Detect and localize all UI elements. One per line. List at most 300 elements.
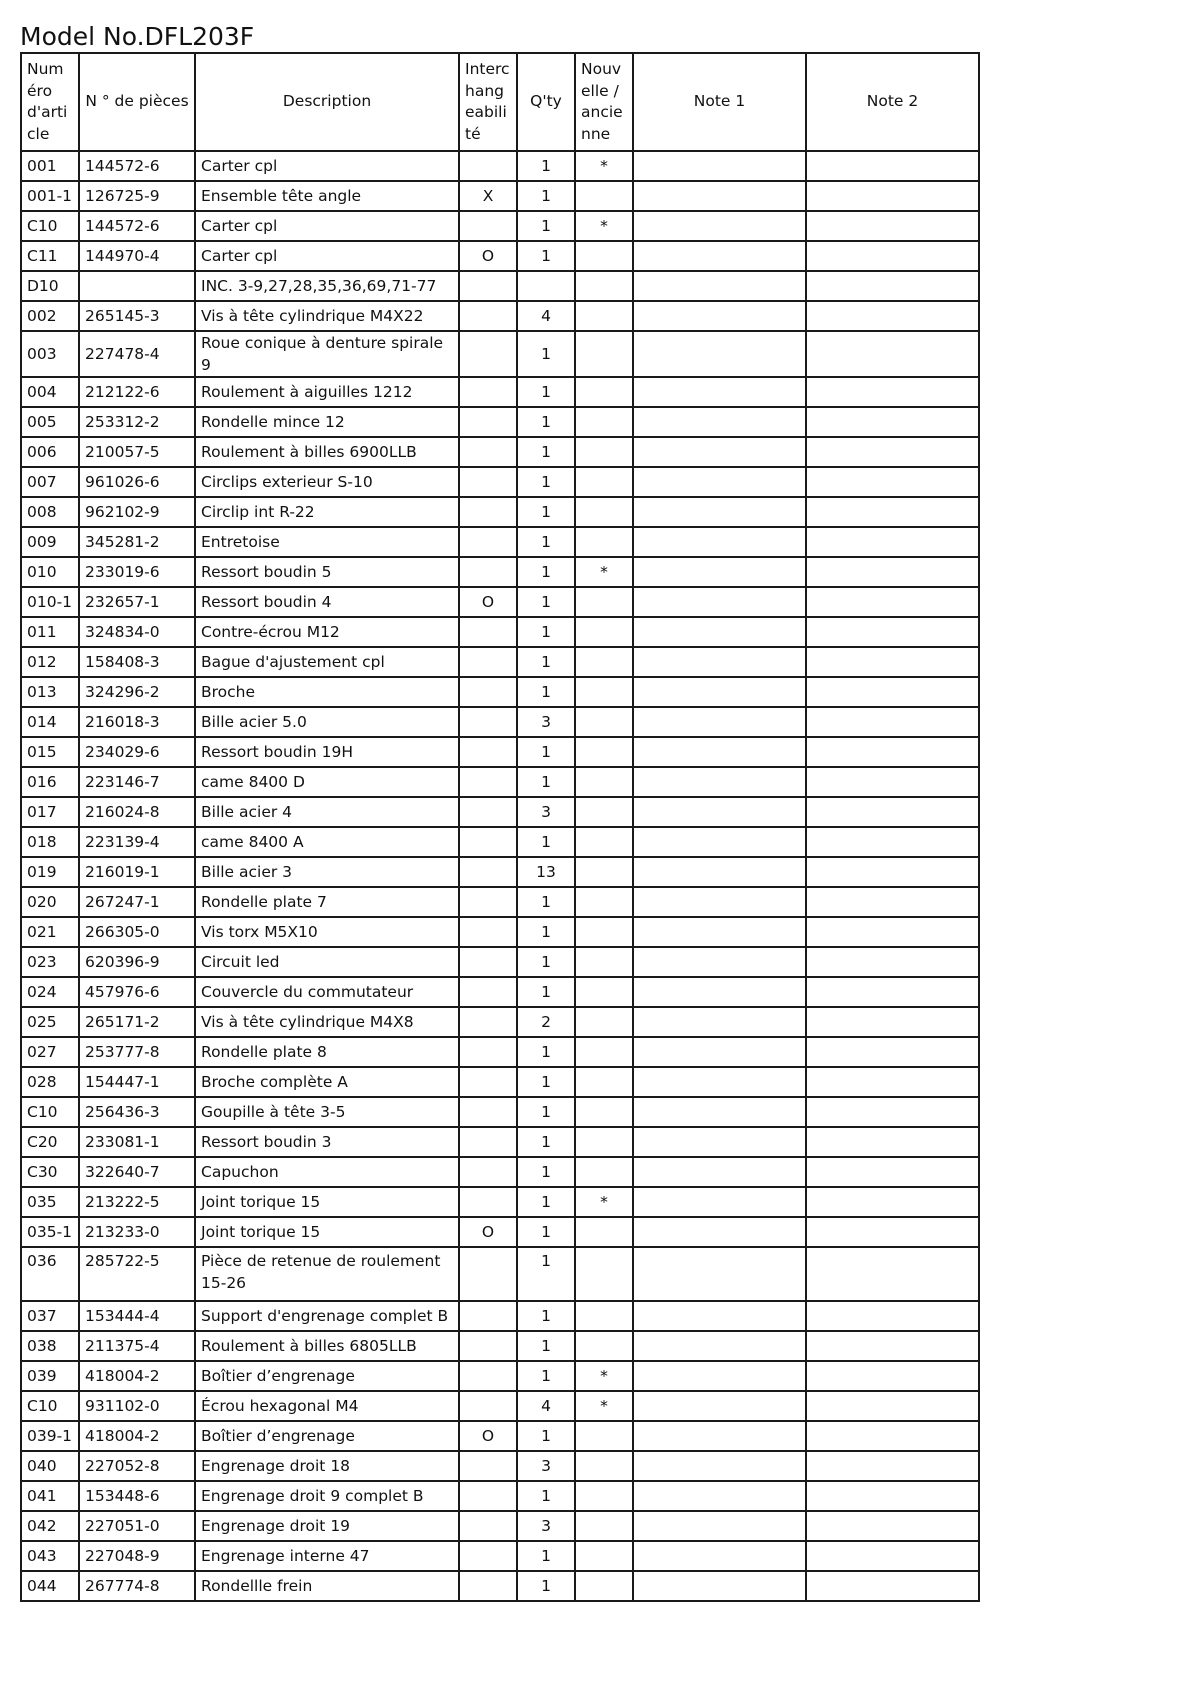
quantity-cell: 1 <box>517 887 575 917</box>
note-1-cell <box>633 707 806 737</box>
note-1-cell <box>633 497 806 527</box>
item-number-cell: 040 <box>21 1451 79 1481</box>
table-row <box>21 1361 979 1391</box>
item-number-cell: 028 <box>21 1067 79 1097</box>
table-row <box>21 587 979 617</box>
interchangeability-cell <box>459 1007 517 1037</box>
interchangeability-cell <box>459 977 517 1007</box>
part-number-cell: 144572-6 <box>79 211 195 241</box>
item-number-cell: 037 <box>21 1301 79 1331</box>
note-2-cell <box>806 1217 979 1247</box>
note-2-cell <box>806 1037 979 1067</box>
interchangeability-cell <box>459 677 517 707</box>
part-number-cell: 620396-9 <box>79 947 195 977</box>
table-row <box>21 1157 979 1187</box>
part-number-cell: 144572-6 <box>79 151 195 181</box>
note-1-cell <box>633 737 806 767</box>
new-old-cell <box>575 707 633 737</box>
item-number-cell: 027 <box>21 1037 79 1067</box>
new-old-cell <box>575 1451 633 1481</box>
note-2-cell <box>806 527 979 557</box>
description-cell: Ensemble tête angle <box>195 181 459 211</box>
note-1-cell <box>633 617 806 647</box>
new-old-cell: * <box>575 557 633 587</box>
table-row <box>21 1541 979 1571</box>
quantity-cell: 1 <box>517 181 575 211</box>
new-old-cell <box>575 1007 633 1037</box>
note-1-cell <box>633 1217 806 1247</box>
table-row <box>21 797 979 827</box>
description-cell: Contre-écrou M12 <box>195 617 459 647</box>
item-number-cell: 015 <box>21 737 79 767</box>
quantity-cell: 1 <box>517 377 575 407</box>
part-number-cell: 227051-0 <box>79 1511 195 1541</box>
new-old-cell <box>575 1511 633 1541</box>
table-row <box>21 557 979 587</box>
part-number-cell: 223146-7 <box>79 767 195 797</box>
item-number-cell: 007 <box>21 467 79 497</box>
table-row <box>21 1187 979 1217</box>
note-2-cell <box>806 241 979 271</box>
new-old-cell <box>575 857 633 887</box>
interchangeability-cell <box>459 497 517 527</box>
item-number-cell: 004 <box>21 377 79 407</box>
note-2-cell <box>806 1451 979 1481</box>
interchangeability-cell <box>459 647 517 677</box>
item-number-cell: 038 <box>21 1331 79 1361</box>
new-old-cell <box>575 241 633 271</box>
part-number-cell: 233081-1 <box>79 1127 195 1157</box>
item-number-cell: 025 <box>21 1007 79 1037</box>
item-number-cell: 005 <box>21 407 79 437</box>
note-1-cell <box>633 331 806 377</box>
quantity-cell: 1 <box>517 331 575 377</box>
interchangeability-cell <box>459 707 517 737</box>
item-number-cell: 017 <box>21 797 79 827</box>
description-cell: Joint torique 15 <box>195 1187 459 1217</box>
note-1-cell <box>633 1391 806 1421</box>
item-number-cell: 039 <box>21 1361 79 1391</box>
description-cell: Engrenage droit 9 complet B <box>195 1481 459 1511</box>
item-number-cell: 039-1 <box>21 1421 79 1451</box>
new-old-cell <box>575 647 633 677</box>
table-row <box>21 151 979 181</box>
new-old-cell <box>575 1037 633 1067</box>
note-2-cell <box>806 857 979 887</box>
description-cell: Rondelle mince 12 <box>195 407 459 437</box>
item-number-cell: 019 <box>21 857 79 887</box>
table-row <box>21 1481 979 1511</box>
description-cell: Broche <box>195 677 459 707</box>
note-1-cell <box>633 1037 806 1067</box>
quantity-cell: 1 <box>517 917 575 947</box>
note-1-cell <box>633 1067 806 1097</box>
item-number-cell: 012 <box>21 647 79 677</box>
interchangeability-cell <box>459 1391 517 1421</box>
interchangeability-cell <box>459 917 517 947</box>
quantity-cell: 1 <box>517 527 575 557</box>
note-1-cell <box>633 527 806 557</box>
table-row <box>21 497 979 527</box>
new-old-cell <box>575 437 633 467</box>
note-2-cell <box>806 887 979 917</box>
interchangeability-cell <box>459 1127 517 1157</box>
note-1-cell <box>633 1451 806 1481</box>
note-2-cell <box>806 647 979 677</box>
note-1-cell <box>633 977 806 1007</box>
new-old-cell <box>575 1331 633 1361</box>
note-1-cell <box>633 1571 806 1601</box>
note-2-cell <box>806 1007 979 1037</box>
quantity-cell: 1 <box>517 1541 575 1571</box>
item-number-cell: 013 <box>21 677 79 707</box>
description-cell: Couvercle du commutateur <box>195 977 459 1007</box>
description-cell: Joint torique 15 <box>195 1217 459 1247</box>
table-row <box>21 467 979 497</box>
interchangeability-cell <box>459 617 517 647</box>
interchangeability-cell <box>459 1541 517 1571</box>
part-number-cell: 232657-1 <box>79 587 195 617</box>
table-row <box>21 1067 979 1097</box>
part-number-cell: 457976-6 <box>79 977 195 1007</box>
table-row <box>21 1217 979 1247</box>
header-description: Description <box>195 53 459 151</box>
note-2-cell <box>806 827 979 857</box>
item-number-cell: 041 <box>21 1481 79 1511</box>
part-number-cell: 234029-6 <box>79 737 195 767</box>
note-2-cell <box>806 707 979 737</box>
table-row <box>21 1301 979 1331</box>
interchangeability-cell <box>459 857 517 887</box>
interchangeability-cell <box>459 301 517 331</box>
note-1-cell <box>633 181 806 211</box>
interchangeability-cell <box>459 271 517 301</box>
interchangeability-cell: X <box>459 181 517 211</box>
item-number-cell: 011 <box>21 617 79 647</box>
interchangeability-cell <box>459 1157 517 1187</box>
note-1-cell <box>633 1097 806 1127</box>
new-old-cell <box>575 407 633 437</box>
description-cell: Boîtier d’engrenage <box>195 1361 459 1391</box>
table-row <box>21 1451 979 1481</box>
quantity-cell: 1 <box>517 1421 575 1451</box>
new-old-cell <box>575 1301 633 1331</box>
header-new-old: Nouvelle / ancienne <box>575 53 633 151</box>
description-cell: Carter cpl <box>195 211 459 241</box>
interchangeability-cell <box>459 1067 517 1097</box>
table-row <box>21 1007 979 1037</box>
header-note-1: Note 1 <box>633 53 806 151</box>
new-old-cell <box>575 1421 633 1451</box>
interchangeability-cell <box>459 767 517 797</box>
item-number-cell: 021 <box>21 917 79 947</box>
note-2-cell <box>806 1301 979 1331</box>
quantity-cell: 1 <box>517 1481 575 1511</box>
table-row <box>21 947 979 977</box>
note-1-cell <box>633 467 806 497</box>
description-cell: Circuit led <box>195 947 459 977</box>
new-old-cell <box>575 947 633 977</box>
description-cell: Broche complète A <box>195 1067 459 1097</box>
item-number-cell: C11 <box>21 241 79 271</box>
table-row <box>21 1247 979 1301</box>
note-2-cell <box>806 737 979 767</box>
interchangeability-cell <box>459 211 517 241</box>
note-2-cell <box>806 1127 979 1157</box>
interchangeability-cell <box>459 1331 517 1361</box>
description-cell: Roulement à aiguilles 1212 <box>195 377 459 407</box>
note-2-cell <box>806 1571 979 1601</box>
item-number-cell: 023 <box>21 947 79 977</box>
table-row <box>21 1127 979 1157</box>
note-2-cell <box>806 1481 979 1511</box>
quantity-cell: 4 <box>517 1391 575 1421</box>
interchangeability-cell <box>459 1301 517 1331</box>
item-number-cell: 035-1 <box>21 1217 79 1247</box>
part-number-cell: 211375-4 <box>79 1331 195 1361</box>
item-number-cell: C10 <box>21 1097 79 1127</box>
table-row <box>21 1097 979 1127</box>
description-cell: Bille acier 4 <box>195 797 459 827</box>
new-old-cell <box>575 1541 633 1571</box>
description-cell: Engrenage droit 19 <box>195 1511 459 1541</box>
note-2-cell <box>806 917 979 947</box>
item-number-cell: C10 <box>21 1391 79 1421</box>
new-old-cell: * <box>575 1187 633 1217</box>
description-cell: Carter cpl <box>195 151 459 181</box>
table-row <box>21 241 979 271</box>
note-1-cell <box>633 1247 806 1301</box>
note-1-cell <box>633 1187 806 1217</box>
part-number-cell: 213222-5 <box>79 1187 195 1217</box>
description-cell: Circlips exterieur S-10 <box>195 467 459 497</box>
interchangeability-cell <box>459 1247 517 1301</box>
item-number-cell: 024 <box>21 977 79 1007</box>
table-row <box>21 1331 979 1361</box>
interchangeability-cell <box>459 1481 517 1511</box>
part-number-cell: 253777-8 <box>79 1037 195 1067</box>
interchangeability-cell <box>459 467 517 497</box>
new-old-cell: * <box>575 1391 633 1421</box>
interchangeability-cell <box>459 887 517 917</box>
item-number-cell: 020 <box>21 887 79 917</box>
description-cell: Bague d'ajustement cpl <box>195 647 459 677</box>
item-number-cell: 018 <box>21 827 79 857</box>
quantity-cell: 1 <box>517 587 575 617</box>
quantity-cell: 1 <box>517 437 575 467</box>
new-old-cell <box>575 737 633 767</box>
part-number-cell: 233019-6 <box>79 557 195 587</box>
note-1-cell <box>633 301 806 331</box>
note-1-cell <box>633 1511 806 1541</box>
table-row <box>21 1391 979 1421</box>
note-1-cell <box>633 887 806 917</box>
interchangeability-cell <box>459 1037 517 1067</box>
description-cell: Ressort boudin 19H <box>195 737 459 767</box>
description-cell: Boîtier d’engrenage <box>195 1421 459 1451</box>
part-number-cell: 216019-1 <box>79 857 195 887</box>
new-old-cell <box>575 1247 633 1301</box>
description-cell: Goupille à tête 3-5 <box>195 1097 459 1127</box>
note-2-cell <box>806 1421 979 1451</box>
quantity-cell: 1 <box>517 1187 575 1217</box>
table-row <box>21 527 979 557</box>
part-number-cell: 154447-1 <box>79 1067 195 1097</box>
item-number-cell: 006 <box>21 437 79 467</box>
quantity-cell: 3 <box>517 1451 575 1481</box>
note-1-cell <box>633 767 806 797</box>
description-cell: Bille acier 5.0 <box>195 707 459 737</box>
table-row <box>21 407 979 437</box>
note-2-cell <box>806 1067 979 1097</box>
new-old-cell <box>575 797 633 827</box>
interchangeability-cell <box>459 1361 517 1391</box>
quantity-cell: 3 <box>517 707 575 737</box>
interchangeability-cell <box>459 737 517 767</box>
note-2-cell <box>806 407 979 437</box>
item-number-cell: 010-1 <box>21 587 79 617</box>
description-cell: came 8400 D <box>195 767 459 797</box>
note-1-cell <box>633 917 806 947</box>
item-number-cell: 042 <box>21 1511 79 1541</box>
new-old-cell: * <box>575 151 633 181</box>
interchangeability-cell: O <box>459 1421 517 1451</box>
description-cell: came 8400 A <box>195 827 459 857</box>
description-cell: Circlip int R-22 <box>195 497 459 527</box>
quantity-cell: 1 <box>517 1037 575 1067</box>
part-number-cell: 322640-7 <box>79 1157 195 1187</box>
table-row <box>21 737 979 767</box>
table-row <box>21 211 979 241</box>
note-2-cell <box>806 331 979 377</box>
note-1-cell <box>633 1127 806 1157</box>
description-cell: Écrou hexagonal M4 <box>195 1391 459 1421</box>
note-1-cell <box>633 857 806 887</box>
quantity-cell: 1 <box>517 677 575 707</box>
part-number-cell: 962102-9 <box>79 497 195 527</box>
part-number-cell: 324834-0 <box>79 617 195 647</box>
table-row <box>21 767 979 797</box>
new-old-cell <box>575 1217 633 1247</box>
description-cell: Bille acier 3 <box>195 857 459 887</box>
table-row <box>21 707 979 737</box>
note-1-cell <box>633 557 806 587</box>
new-old-cell <box>575 377 633 407</box>
interchangeability-cell <box>459 947 517 977</box>
part-number-cell: 418004-2 <box>79 1421 195 1451</box>
note-2-cell <box>806 557 979 587</box>
part-number-cell: 158408-3 <box>79 647 195 677</box>
note-1-cell <box>633 271 806 301</box>
interchangeability-cell <box>459 377 517 407</box>
note-2-cell <box>806 797 979 827</box>
interchangeability-cell <box>459 407 517 437</box>
description-cell: Capuchon <box>195 1157 459 1187</box>
item-number-cell: 008 <box>21 497 79 527</box>
item-number-cell: D10 <box>21 271 79 301</box>
description-cell: Vis à tête cylindrique M4X22 <box>195 301 459 331</box>
table-row <box>21 437 979 467</box>
note-2-cell <box>806 1187 979 1217</box>
part-number-cell: 153448-6 <box>79 1481 195 1511</box>
parts-table <box>20 52 980 1602</box>
note-1-cell <box>633 797 806 827</box>
new-old-cell <box>575 1481 633 1511</box>
description-cell: Rondellle frein <box>195 1571 459 1601</box>
note-2-cell <box>806 767 979 797</box>
description-cell: Ressort boudin 5 <box>195 557 459 587</box>
item-number-cell: C10 <box>21 211 79 241</box>
quantity-cell: 1 <box>517 151 575 181</box>
quantity-cell: 1 <box>517 1157 575 1187</box>
note-1-cell <box>633 647 806 677</box>
quantity-cell: 1 <box>517 647 575 677</box>
description-cell: Roulement à billes 6900LLB <box>195 437 459 467</box>
part-number-cell: 256436-3 <box>79 1097 195 1127</box>
item-number-cell: C30 <box>21 1157 79 1187</box>
part-number-cell: 345281-2 <box>79 527 195 557</box>
item-number-cell: 003 <box>21 331 79 377</box>
quantity-cell: 1 <box>517 977 575 1007</box>
part-number-cell: 210057-5 <box>79 437 195 467</box>
table-row <box>21 977 979 1007</box>
table-row <box>21 647 979 677</box>
quantity-cell: 1 <box>517 497 575 527</box>
interchangeability-cell: O <box>459 587 517 617</box>
quantity-cell: 1 <box>517 557 575 587</box>
interchangeability-cell <box>459 1187 517 1217</box>
new-old-cell <box>575 181 633 211</box>
interchangeability-cell <box>459 827 517 857</box>
interchangeability-cell <box>459 1097 517 1127</box>
new-old-cell <box>575 497 633 527</box>
quantity-cell <box>517 271 575 301</box>
note-2-cell <box>806 1097 979 1127</box>
interchangeability-cell <box>459 1571 517 1601</box>
new-old-cell <box>575 467 633 497</box>
part-number-cell: 266305-0 <box>79 917 195 947</box>
table-row <box>21 181 979 211</box>
description-cell: Entretoise <box>195 527 459 557</box>
note-1-cell <box>633 437 806 467</box>
part-number-cell: 227052-8 <box>79 1451 195 1481</box>
part-number-cell: 324296-2 <box>79 677 195 707</box>
quantity-cell: 1 <box>517 767 575 797</box>
item-number-cell: 014 <box>21 707 79 737</box>
note-1-cell <box>633 1301 806 1331</box>
new-old-cell <box>575 827 633 857</box>
note-2-cell <box>806 1157 979 1187</box>
description-cell: Roulement à billes 6805LLB <box>195 1331 459 1361</box>
interchangeability-cell <box>459 797 517 827</box>
note-2-cell <box>806 947 979 977</box>
note-1-cell <box>633 1481 806 1511</box>
description-cell: INC. 3-9,27,28,35,36,69,71-77 <box>195 271 459 301</box>
note-1-cell <box>633 947 806 977</box>
interchangeability-cell <box>459 151 517 181</box>
table-row <box>21 301 979 331</box>
note-2-cell <box>806 1247 979 1301</box>
part-number-cell: 227048-9 <box>79 1541 195 1571</box>
part-number-cell: 265145-3 <box>79 301 195 331</box>
interchangeability-cell: O <box>459 241 517 271</box>
part-number-cell: 213233-0 <box>79 1217 195 1247</box>
description-cell: Support d'engrenage complet B <box>195 1301 459 1331</box>
description-cell: Vis torx M5X10 <box>195 917 459 947</box>
part-number-cell <box>79 271 195 301</box>
description-cell: Pièce de retenue de roulement 15-26 <box>195 1247 459 1301</box>
description-cell: Ressort boudin 4 <box>195 587 459 617</box>
